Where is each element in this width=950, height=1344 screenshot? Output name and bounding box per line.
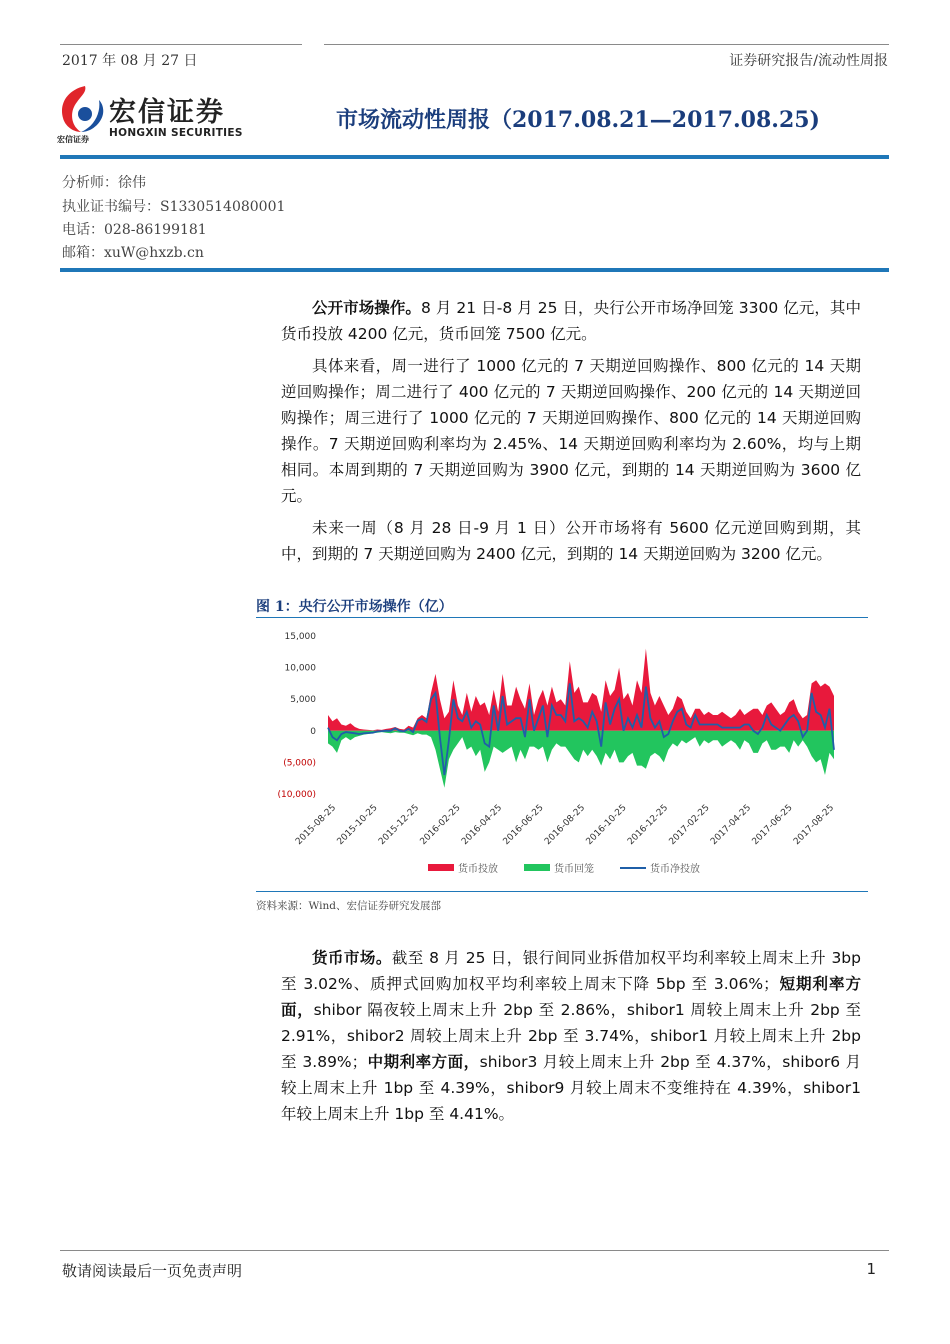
analyst-phone: 电话：028-86199181 xyxy=(62,222,207,238)
paragraph-3: 未来一周（8 月 28 日-9 月 1 日）公开市场将有 5600 亿元逆回购到期，其中，到期的 7 天期逆回购为 2400 亿元，到期的 14 天期逆回购为 3200 亿元。 xyxy=(281,519,861,563)
paragraph-2: 具体来看，周一进行了 1000 亿元的 7 天期逆回购操作、800 亿元的 14 天期逆回购操作；周二进行了 400 亿元的 7 天期逆回购操作、200 亿元的 14 天期逆回购操作；周三进行了 1000 亿元的 7 天期逆回购操作、800 亿元的 14 天期逆回购操作。7 天期逆回购利率均为 2.45%、14 天期逆回购利率均为 2.60%，均与上期相同。本周到期的 7 天期逆回购为 3900 亿元，到期的 14 天期逆回购为 3600 亿元。 xyxy=(281,357,861,505)
header-rule-left xyxy=(60,44,302,45)
legend-swatch xyxy=(428,864,454,871)
section-money-market xyxy=(281,945,861,1127)
section-open-market xyxy=(281,295,861,567)
footer-disclaimer: 敬请阅读最后一页免责声明 xyxy=(62,1262,243,1280)
chart-legend xyxy=(428,862,700,875)
x-axis xyxy=(294,803,836,847)
series-withdraw-area xyxy=(328,731,834,788)
legend-swatch xyxy=(524,864,550,871)
paragraph-1: 公开市场操作。8 月 21 日-8 月 25 日，央行公开市场净回笼 3300 亿元，其中货币投放 4200 亿元，货币回笼 7500 亿元。 xyxy=(281,299,861,343)
x-tick-label: 2016-10-25 xyxy=(584,803,629,848)
analyst-divider xyxy=(60,268,889,272)
legend-label: 货币净投放 xyxy=(650,864,700,875)
y-tick-label: (5,000) xyxy=(283,758,316,769)
x-tick-label: 2017-02-25 xyxy=(667,803,712,848)
analyst-email: 邮箱：xuW@hxzb.cn xyxy=(62,245,204,261)
x-tick-label: 2015-12-25 xyxy=(377,803,422,848)
x-tick-label: 2017-04-25 xyxy=(709,803,754,848)
logo-name-en: HONGXIN SECURITIES xyxy=(109,127,243,139)
y-tick-label: 0 xyxy=(310,726,316,737)
y-tick-label: 10,000 xyxy=(284,663,316,674)
title-divider xyxy=(60,155,889,159)
x-tick-label: 2015-08-25 xyxy=(294,803,339,848)
figure-bottom-rule xyxy=(256,891,868,892)
logo-small-text: 宏信证券 xyxy=(57,135,89,144)
open-market-chart xyxy=(256,622,868,892)
report-date: 2017 年 08 月 27 日 xyxy=(62,53,198,69)
report-type: 证券研究报告/流动性周报 xyxy=(729,53,888,69)
y-tick-label: 5,000 xyxy=(290,695,316,706)
figure-title: 图 1：央行公开市场操作（亿） xyxy=(256,599,453,615)
page-title: 市场流动性周报（2017.08.21—2017.08.25) xyxy=(336,107,820,133)
chart-areas xyxy=(328,649,834,788)
page-number: 1 xyxy=(866,1260,876,1278)
figure-top-rule xyxy=(256,617,868,618)
legend-label: 货币回笼 xyxy=(554,864,594,875)
x-tick-label: 2017-08-25 xyxy=(792,803,837,848)
legend-label: 货币投放 xyxy=(458,864,498,875)
figure-source: 资料来源：Wind、宏信证券研究发展部 xyxy=(256,900,441,912)
footer-rule xyxy=(60,1250,889,1251)
header-rule-right xyxy=(324,44,889,45)
x-tick-label: 2016-02-25 xyxy=(418,803,463,848)
company-logo xyxy=(55,82,275,150)
x-tick-label: 2016-08-25 xyxy=(543,803,588,848)
x-tick-label: 2016-12-25 xyxy=(626,803,671,848)
x-tick-label: 2017-06-25 xyxy=(750,803,795,848)
logo-name-cn: 宏信证券 xyxy=(109,97,225,128)
section-lead: 公开市场操作。 xyxy=(312,299,421,317)
mid-term-heading: 中期利率方面， xyxy=(367,1053,480,1071)
x-tick-label: 2016-04-25 xyxy=(460,803,505,848)
series-inject-area xyxy=(328,649,834,731)
analyst-cert: 执业证书编号：S1330514080001 xyxy=(62,199,286,215)
analyst-name: 分析师：徐伟 xyxy=(62,175,146,191)
short-term-heading: 短期利率方面， xyxy=(281,975,861,1019)
x-tick-label: 2015-10-25 xyxy=(335,803,380,848)
section-lead-2: 货币市场。 xyxy=(312,949,392,967)
y-tick-label: (10,000) xyxy=(277,790,316,800)
paragraph-4: 货币市场。截至 8 月 25 日，银行间同业拆借加权平均利率较上周末上升 3bp 至 3.02%、质押式回购加权平均利率较上周末下降 5bp 至 3.06%；短期利率方面，shibor 隔夜较上周末上升 2bp 至 2.86%，shibor1 周较上周末上升 2bp 至 2.91%，shibor2 周较上周末上升 2bp 至 3.74%，shibor1 月较上周末上升 2bp 至 3.89%；中期利率方面，shibor3 月较上周末上升 2bp 至 4.37%，shibor6 月较上周末上升 1bp 至 4.39%，shibor9 月较上周末不变维持在 4.39%，shibor1 年较上周末上升 1bp 至 4.41%。 xyxy=(281,949,861,1123)
y-tick-label: 15,000 xyxy=(284,632,316,642)
x-tick-label: 2016-06-25 xyxy=(501,803,546,848)
y-axis xyxy=(277,632,316,800)
